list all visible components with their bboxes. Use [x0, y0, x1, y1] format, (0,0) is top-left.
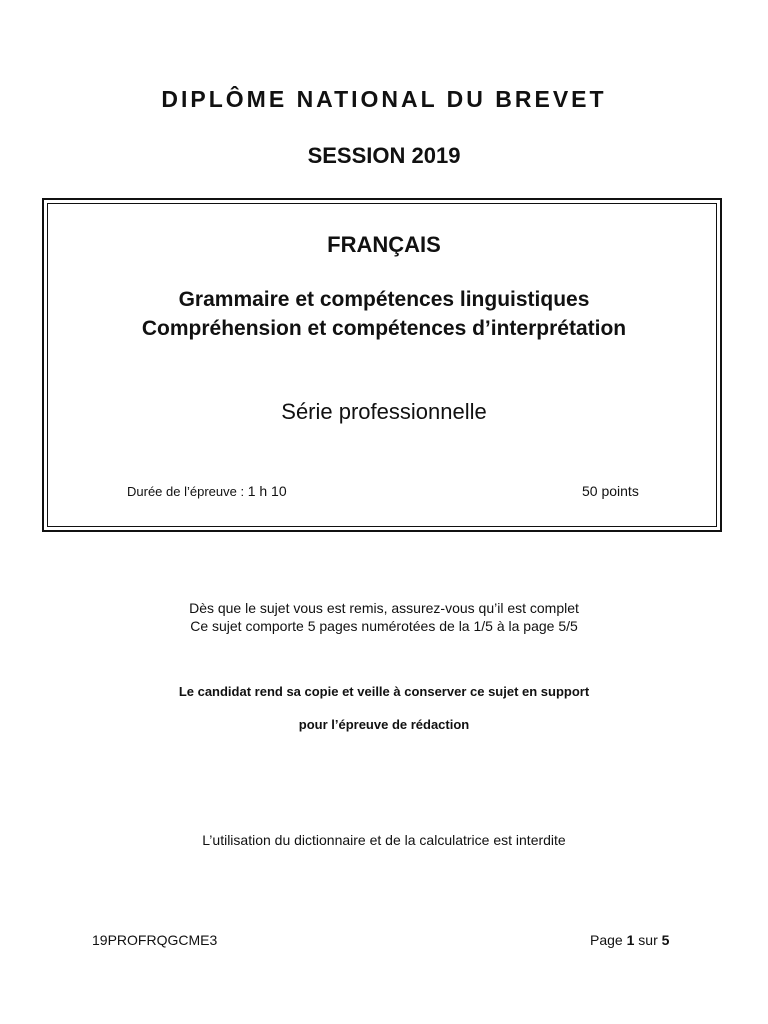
- page-current: 1: [626, 932, 635, 948]
- duration-value: 1 h 10: [247, 483, 287, 499]
- serie-label: Série professionnelle: [281, 399, 487, 424]
- exam-title: DIPLÔME NATIONAL DU BREVET: [161, 86, 607, 112]
- candidate-instruction-line1: Le candidat rend sa copie et veille à conserver ce sujet en support: [178, 684, 590, 699]
- duration-label: Durée de l’épreuve :: [127, 484, 248, 499]
- document-code: 19PROFRQGCME3: [92, 932, 218, 948]
- exam-points: 50 points: [582, 483, 639, 499]
- subject-line-grammar: Grammaire et compétences linguistiques: [178, 288, 590, 311]
- subject-line-comprehension: Compréhension et compétences d’interprétation: [141, 317, 627, 340]
- page-indicator: [590, 932, 669, 948]
- notice-complete-check: Dès que le sujet vous est remis, assurez-vous qu’il est complet: [189, 600, 579, 616]
- subject-title: FRANÇAIS: [327, 232, 441, 257]
- page-separator: sur: [634, 932, 662, 948]
- notice-page-count: Ce sujet comporte 5 pages numérotées de la 1/5 à la page 5/5: [190, 618, 578, 634]
- session-label: SESSION 2019: [307, 143, 461, 168]
- candidate-instruction-line2: pour l’épreuve de rédaction: [298, 717, 470, 732]
- page-total: 5: [661, 932, 670, 948]
- page-word: Page: [590, 932, 627, 948]
- exam-duration: [127, 483, 287, 499]
- usage-restriction: L’utilisation du dictionnaire et de la calculatrice est interdite: [202, 832, 566, 848]
